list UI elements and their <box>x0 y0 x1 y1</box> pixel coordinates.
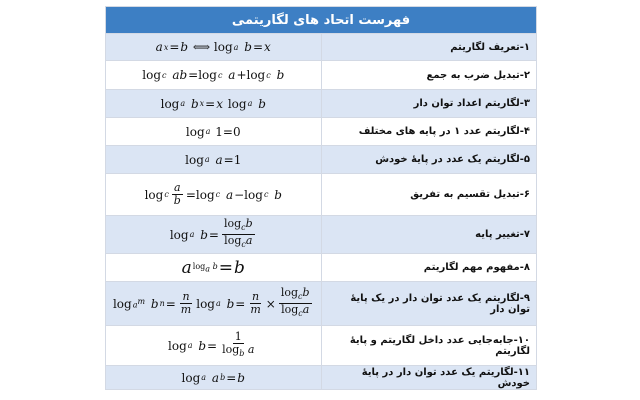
row-label: ۹-لگاریتم یک عدد توان دار در یک پایهٔ توان دار <box>321 282 537 326</box>
row-label: ۱۱-لگاریتم یک عدد توان دار در پایهٔ خودش <box>321 366 537 390</box>
log-identities-table <box>105 6 537 390</box>
table-row <box>106 34 537 61</box>
row-label: ۱-تعریف لگاریتم <box>321 34 537 61</box>
table-row <box>106 326 537 366</box>
table-row <box>106 61 537 90</box>
row-label: ۳-لگاریتم اعداد توان دار <box>321 90 537 118</box>
row-formula: a x = b ⟺ log a b = x <box>106 34 322 61</box>
row-formula: log c a b =log c a −log c b <box>106 174 322 216</box>
table-row <box>106 366 537 390</box>
row-formula: a $\log_a b$ = b <box>106 254 322 282</box>
table-row <box>106 282 537 326</box>
row-label: ۱۰-جابه‌جایی عدد داخل لگاریتم و پایهٔ لگاریتم <box>321 326 537 366</box>
table-row <box>106 146 537 174</box>
row-label: ۵-لگاریتم یک عدد در پایهٔ خودش <box>321 146 537 174</box>
table-title: فهرست اتحاد های لگاریتمی <box>106 7 537 34</box>
row-formula: log a b x = x log a b <box>106 90 322 118</box>
row-formula: log a b = $\log_cb$ $\log_ca$ <box>106 216 322 254</box>
table-row <box>106 174 537 216</box>
row-formula: log a 1=0 <box>106 118 322 146</box>
table-header-row <box>106 7 537 34</box>
table-row <box>106 216 537 254</box>
row-formula: log a a b = b <box>106 366 322 390</box>
row-formula: log a a =1 <box>106 146 322 174</box>
identities-sheet <box>105 6 537 390</box>
table-row <box>106 118 537 146</box>
row-label: ۲-تبدیل ضرب به جمع <box>321 61 537 90</box>
row-formula: log $a^m$ b n = n m log a b = n m × $\log_cb$ $\log_ca$ <box>106 282 322 326</box>
row-label: ۴-لگاریتم عدد ۱ در پایه های مختلف <box>321 118 537 146</box>
table-row <box>106 90 537 118</box>
row-formula: log c ab =log c a +log c b <box>106 61 322 90</box>
table-row <box>106 254 537 282</box>
row-label: ۷-تغییر پایه <box>321 216 537 254</box>
row-label: ۶-تبدیل تقسیم به تفریق <box>321 174 537 216</box>
row-formula: log a b = 1 $\log_b a$ <box>106 326 322 366</box>
row-label: ۸-مفهوم مهم لگاریتم <box>321 254 537 282</box>
